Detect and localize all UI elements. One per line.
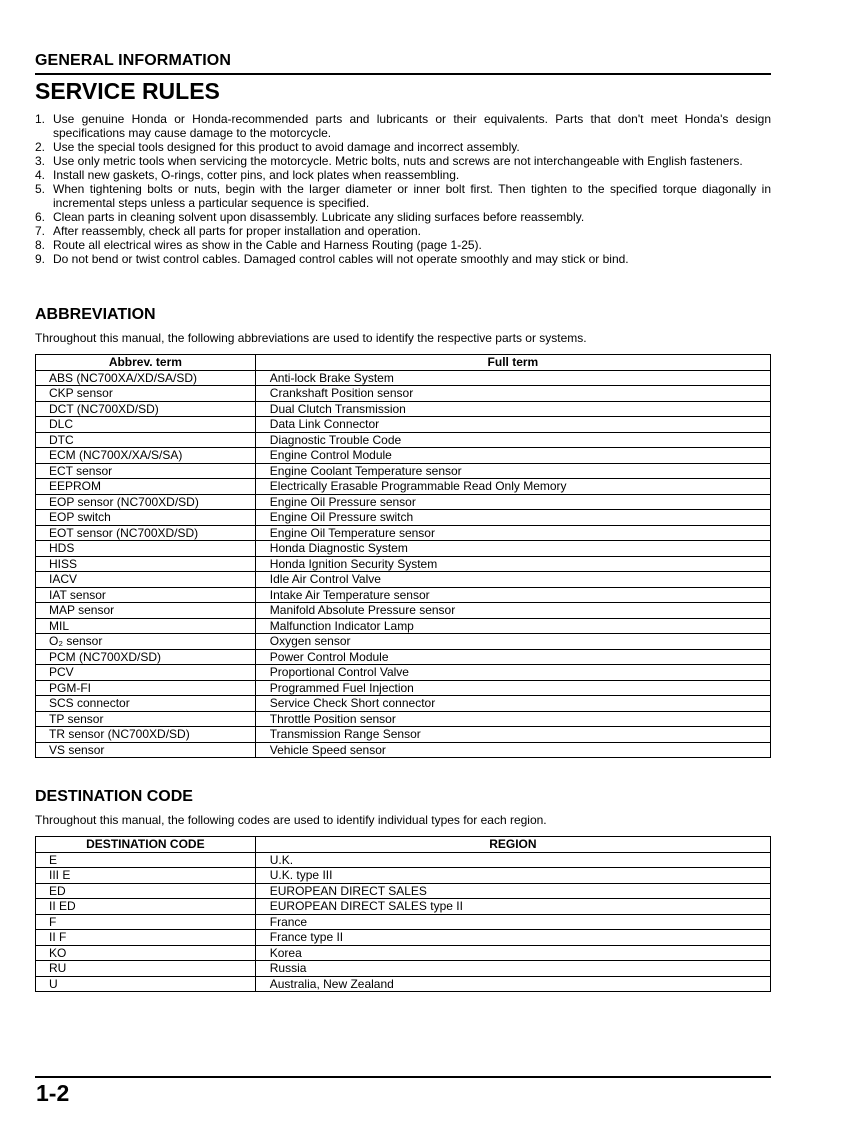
page-number: 1-2	[36, 1080, 70, 1106]
table-cell-description: Korea	[255, 945, 770, 961]
table-row	[36, 463, 771, 479]
table-cell-description: Honda Ignition Security System	[255, 556, 770, 572]
table-row	[36, 696, 771, 712]
table-row	[36, 525, 771, 541]
table-row	[36, 868, 771, 884]
list-item-number: 4.	[35, 168, 46, 182]
table-row	[36, 899, 771, 915]
table-row	[36, 556, 771, 572]
table-cell-description: Data Link Connector	[255, 417, 770, 433]
table-cell-description: Anti-lock Brake System	[255, 370, 770, 386]
table-row	[36, 930, 771, 946]
table-cell-code: TR sensor (NC700XD/SD)	[36, 727, 256, 743]
table-row	[36, 618, 771, 634]
table-cell-code: PGM-FI	[36, 680, 256, 696]
table-cell-code: IAT sensor	[36, 587, 256, 603]
list-item-text: Route all electrical wires as show in the Cable and Harness Routing (page 1-25).	[53, 238, 482, 252]
table-cell-code: ECT sensor	[36, 463, 256, 479]
table-cell-description: Russia	[255, 961, 770, 977]
table-row	[36, 961, 771, 977]
table-row	[36, 914, 771, 930]
table-cell-description: Proportional Control Valve	[255, 665, 770, 681]
table-cell-code: II ED	[36, 899, 256, 915]
table-row	[36, 883, 771, 899]
list-item	[35, 210, 771, 224]
table-cell-code: PCM (NC700XD/SD)	[36, 649, 256, 665]
list-item	[35, 154, 771, 168]
table-cell-description: Throttle Position sensor	[255, 711, 770, 727]
table-cell-code: EOP switch	[36, 510, 256, 526]
table-row	[36, 432, 771, 448]
list-item	[35, 168, 771, 182]
table-row	[36, 386, 771, 402]
page-title: SERVICE RULES	[35, 78, 220, 104]
table-cell-code: DCT (NC700XD/SD)	[36, 401, 256, 417]
table-cell-code: III E	[36, 868, 256, 884]
table-cell-code: MAP sensor	[36, 603, 256, 619]
table-cell-description: Power Control Module	[255, 649, 770, 665]
destination-title: DESTINATION CODE	[35, 788, 193, 805]
table-cell-description: Engine Control Module	[255, 448, 770, 464]
table-cell-description: EUROPEAN DIRECT SALES type II	[255, 899, 770, 915]
list-item	[35, 140, 771, 154]
table-row	[36, 541, 771, 557]
footer-rule	[35, 1076, 771, 1078]
table-cell-code: E	[36, 852, 256, 868]
table-row	[36, 711, 771, 727]
table-header-row	[36, 837, 771, 853]
destination-table	[35, 836, 771, 992]
table-cell-code: CKP sensor	[36, 386, 256, 402]
table-row	[36, 945, 771, 961]
table-cell-description: Australia, New Zealand	[255, 976, 770, 992]
table-cell-code: IACV	[36, 572, 256, 588]
table-cell-code: O₂ sensor	[36, 634, 256, 650]
abbreviation-title: ABBREVIATION	[35, 306, 156, 323]
table-cell-description: Service Check Short connector	[255, 696, 770, 712]
section-header: GENERAL INFORMATION	[35, 52, 231, 69]
list-item-text: Use the special tools designed for this product to avoid damage and incorrect assembly.	[53, 140, 520, 154]
table-cell-description: EUROPEAN DIRECT SALES	[255, 883, 770, 899]
list-item-number: 7.	[35, 224, 46, 238]
table-row	[36, 727, 771, 743]
table-cell-code: F	[36, 914, 256, 930]
table-row	[36, 494, 771, 510]
list-item-text: Clean parts in cleaning solvent upon disassembly. Lubricate any sliding surfaces before reassembly.	[53, 210, 585, 224]
list-item-number: 1.	[35, 112, 46, 126]
table-row	[36, 634, 771, 650]
table-row	[36, 587, 771, 603]
column-header: DESTINATION CODE	[36, 837, 256, 853]
service-rules-list	[35, 112, 771, 266]
table-cell-description: Crankshaft Position sensor	[255, 386, 770, 402]
table-row	[36, 401, 771, 417]
table-cell-description: Engine Oil Pressure sensor	[255, 494, 770, 510]
table-cell-code: PCV	[36, 665, 256, 681]
table-cell-code: II F	[36, 930, 256, 946]
destination-intro: Throughout this manual, the following codes are used to identify individual types for each region.	[35, 813, 547, 827]
list-item-text: Use genuine Honda or Honda-recommended parts and lubricants or their equivalents. Parts that don't meet Honda's design specifications may cause damage to the motorcycle.	[53, 112, 771, 140]
table-cell-code: TP sensor	[36, 711, 256, 727]
table-row	[36, 976, 771, 992]
table-cell-code: ABS (NC700XA/XD/SA/SD)	[36, 370, 256, 386]
table-cell-description: France type II	[255, 930, 770, 946]
table-cell-description: Idle Air Control Valve	[255, 572, 770, 588]
table-cell-description: Honda Diagnostic System	[255, 541, 770, 557]
table-cell-description: U.K. type III	[255, 868, 770, 884]
list-item	[35, 182, 771, 210]
table-cell-description: Intake Air Temperature sensor	[255, 587, 770, 603]
table-cell-description: U.K.	[255, 852, 770, 868]
table-cell-code: HDS	[36, 541, 256, 557]
list-item-text: Do not bend or twist control cables. Damaged control cables will not operate smoothly and may stick or bind.	[53, 252, 629, 266]
column-header: Full term	[255, 355, 770, 371]
table-cell-code: SCS connector	[36, 696, 256, 712]
table-cell-code: HISS	[36, 556, 256, 572]
table-cell-code: EOP sensor (NC700XD/SD)	[36, 494, 256, 510]
table-cell-code: VS sensor	[36, 742, 256, 758]
table-cell-description: Oxygen sensor	[255, 634, 770, 650]
table-cell-description: Transmission Range Sensor	[255, 727, 770, 743]
table-row	[36, 572, 771, 588]
list-item	[35, 112, 771, 140]
table-row	[36, 510, 771, 526]
table-cell-description: Manifold Absolute Pressure sensor	[255, 603, 770, 619]
abbreviation-table	[35, 354, 771, 758]
table-row	[36, 479, 771, 495]
table-cell-description: Malfunction Indicator Lamp	[255, 618, 770, 634]
list-item-number: 2.	[35, 140, 46, 154]
table-row	[36, 680, 771, 696]
table-cell-code: EOT sensor (NC700XD/SD)	[36, 525, 256, 541]
list-item-number: 5.	[35, 182, 46, 196]
table-cell-description: Vehicle Speed sensor	[255, 742, 770, 758]
list-item	[35, 238, 771, 252]
list-item-text: After reassembly, check all parts for proper installation and operation.	[53, 224, 421, 238]
list-item	[35, 252, 771, 266]
table-cell-code: U	[36, 976, 256, 992]
table-cell-description: France	[255, 914, 770, 930]
abbreviation-intro: Throughout this manual, the following abbreviations are used to identify the respective parts or systems.	[35, 331, 587, 345]
table-cell-code: RU	[36, 961, 256, 977]
table-row	[36, 649, 771, 665]
table-cell-code: KO	[36, 945, 256, 961]
table-cell-code: ECM (NC700X/XA/S/SA)	[36, 448, 256, 464]
table-cell-code: ED	[36, 883, 256, 899]
table-cell-code: DLC	[36, 417, 256, 433]
table-cell-code: DTC	[36, 432, 256, 448]
table-cell-description: Programmed Fuel Injection	[255, 680, 770, 696]
table-row	[36, 852, 771, 868]
list-item-text: Install new gaskets, O-rings, cotter pins, and lock plates when reassembling.	[53, 168, 460, 182]
list-item-text: When tightening bolts or nuts, begin with the larger diameter or inner bolt first. Then tighten to the specified torque diagonally in incremental steps unless a particular sequence is specified.	[53, 182, 771, 210]
table-row	[36, 370, 771, 386]
list-item	[35, 224, 771, 238]
table-cell-code: MIL	[36, 618, 256, 634]
table-row	[36, 448, 771, 464]
table-cell-description: Electrically Erasable Programmable Read Only Memory	[255, 479, 770, 495]
table-cell-description: Engine Coolant Temperature sensor	[255, 463, 770, 479]
table-cell-code: EEPROM	[36, 479, 256, 495]
table-row	[36, 665, 771, 681]
table-row	[36, 603, 771, 619]
list-item-number: 9.	[35, 252, 46, 266]
list-item-number: 6.	[35, 210, 46, 224]
table-cell-description: Engine Oil Pressure switch	[255, 510, 770, 526]
table-cell-description: Dual Clutch Transmission	[255, 401, 770, 417]
table-cell-description: Diagnostic Trouble Code	[255, 432, 770, 448]
column-header: Abbrev. term	[36, 355, 256, 371]
list-item-text: Use only metric tools when servicing the motorcycle. Metric bolts, nuts and screws are not interchangeable with English fasteners.	[53, 154, 743, 168]
list-item-number: 8.	[35, 238, 46, 252]
table-cell-description: Engine Oil Temperature sensor	[255, 525, 770, 541]
list-item-number: 3.	[35, 154, 46, 168]
table-row	[36, 417, 771, 433]
table-row	[36, 742, 771, 758]
column-header: REGION	[255, 837, 770, 853]
table-header-row	[36, 355, 771, 371]
header-rule	[35, 73, 771, 75]
